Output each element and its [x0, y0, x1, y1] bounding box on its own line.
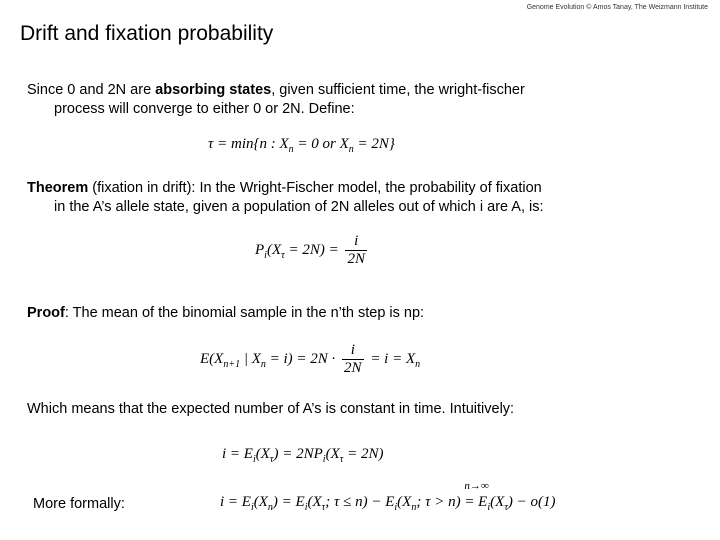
p3-text: : The mean of the binomial sample in the n’th step is np: — [64, 305, 425, 321]
f5-g: ; τ > n) — [416, 494, 465, 510]
f5-s8: τ — [504, 502, 508, 513]
f1-body: n : X — [259, 136, 289, 152]
f5-s5: i — [394, 502, 398, 513]
p3-line1 — [27, 304, 667, 323]
f5-j: ) − o(1) — [507, 494, 556, 510]
intuitive-formula — [222, 446, 383, 465]
f3-sub1: n+1 — [223, 358, 241, 370]
f4-s1: i — [252, 454, 256, 465]
f4-s4: τ — [339, 454, 344, 465]
p4-line1: Which means that the expected number of A’s is constant in time. Intuitively: — [27, 401, 515, 417]
f5-h: = E — [464, 494, 488, 510]
f5-b: (X — [253, 494, 268, 510]
f5-a: i = E — [220, 494, 251, 510]
p2-line1 — [27, 179, 667, 198]
f3-denominator: 2N — [344, 360, 362, 376]
p2-line2: in the A’s allele state, given a population of 2N alleles out of which i are A, is: — [54, 199, 544, 215]
p2-bold: Theorem — [27, 180, 89, 196]
f2-numerator: i — [345, 233, 367, 251]
f5-s4: τ — [321, 502, 326, 513]
f4-s2: τ — [269, 454, 274, 465]
p1-text-b: , given sufficient time, the wright-fischer — [271, 82, 525, 98]
f2-argend: = 2N) = — [284, 241, 339, 258]
f3-rhs: = i = X — [370, 350, 416, 367]
f4-s3: i — [322, 454, 326, 465]
p2-text: (fixation in drift): In the Wright-Fischer model, the probability of fixation — [88, 180, 542, 196]
f2-arg: (X — [266, 241, 282, 258]
f5-e: ; τ ≤ n) − E — [325, 494, 395, 510]
f5-s7: i — [487, 502, 491, 513]
f1-end: = 2N} — [353, 136, 395, 152]
p1-line1 — [27, 81, 667, 100]
f4-c: ) = 2NP — [273, 446, 323, 462]
absorbing-states-paragraph — [27, 81, 667, 119]
p1-bold: absorbing states — [155, 82, 272, 98]
expectation-formula — [200, 342, 420, 377]
f3-numerator: i — [342, 342, 364, 360]
slide-title: Drift and fixation probability — [20, 22, 274, 45]
intuition-paragraph — [27, 400, 667, 419]
p1-line2: process will converge to either 0 or 2N. Define: — [54, 101, 355, 117]
f3-fraction — [342, 342, 364, 377]
tau-definition-formula — [208, 136, 395, 155]
f4-a: i = E — [222, 446, 253, 462]
slide-header: Genome Evolution © Amos Tanay, The Weizmann Institute — [526, 4, 708, 11]
f5-s1: i — [250, 502, 254, 513]
f5-d: (X — [307, 494, 322, 510]
f3-sub3: n — [415, 358, 421, 370]
f5-s6: n — [411, 502, 417, 513]
formal-formula — [220, 480, 556, 513]
f3-mid: | X — [240, 350, 261, 367]
f2-denominator: 2N — [347, 251, 365, 267]
f5-i: (X — [490, 494, 505, 510]
theorem-paragraph — [27, 179, 667, 217]
f3-sub2: n — [260, 358, 266, 370]
f2-fraction — [345, 233, 367, 268]
f4-e: = 2N) — [343, 446, 384, 462]
f2-lhs: P — [255, 241, 265, 258]
f3-lhs: E(X — [200, 350, 224, 367]
f2-argsub: τ — [281, 249, 285, 261]
fixation-probability-formula — [255, 233, 370, 268]
f5-f: (X — [397, 494, 412, 510]
f5-s3: i — [304, 502, 308, 513]
f5-s2: n — [267, 502, 273, 513]
f5-limit-arrow — [464, 480, 489, 511]
f5-c: ) = E — [272, 494, 305, 510]
f2-sub: i — [264, 249, 267, 261]
proof-paragraph — [27, 304, 667, 323]
p3-bold: Proof — [27, 305, 65, 321]
p1-text-a: Since 0 and 2N are — [27, 82, 156, 98]
f4-d: (X — [325, 446, 340, 462]
f3-mid2: = i) = 2N · — [265, 350, 336, 367]
f4-b: (X — [255, 446, 270, 462]
f5-limit-label: n→∞ — [464, 480, 489, 492]
p5-line1: More formally: — [33, 496, 125, 512]
f1-sub2: n — [348, 144, 354, 155]
f1-sub1: n — [288, 144, 294, 155]
f1-mid: = 0 or X — [293, 136, 349, 152]
f1-lhs: τ = min{ — [208, 136, 260, 152]
